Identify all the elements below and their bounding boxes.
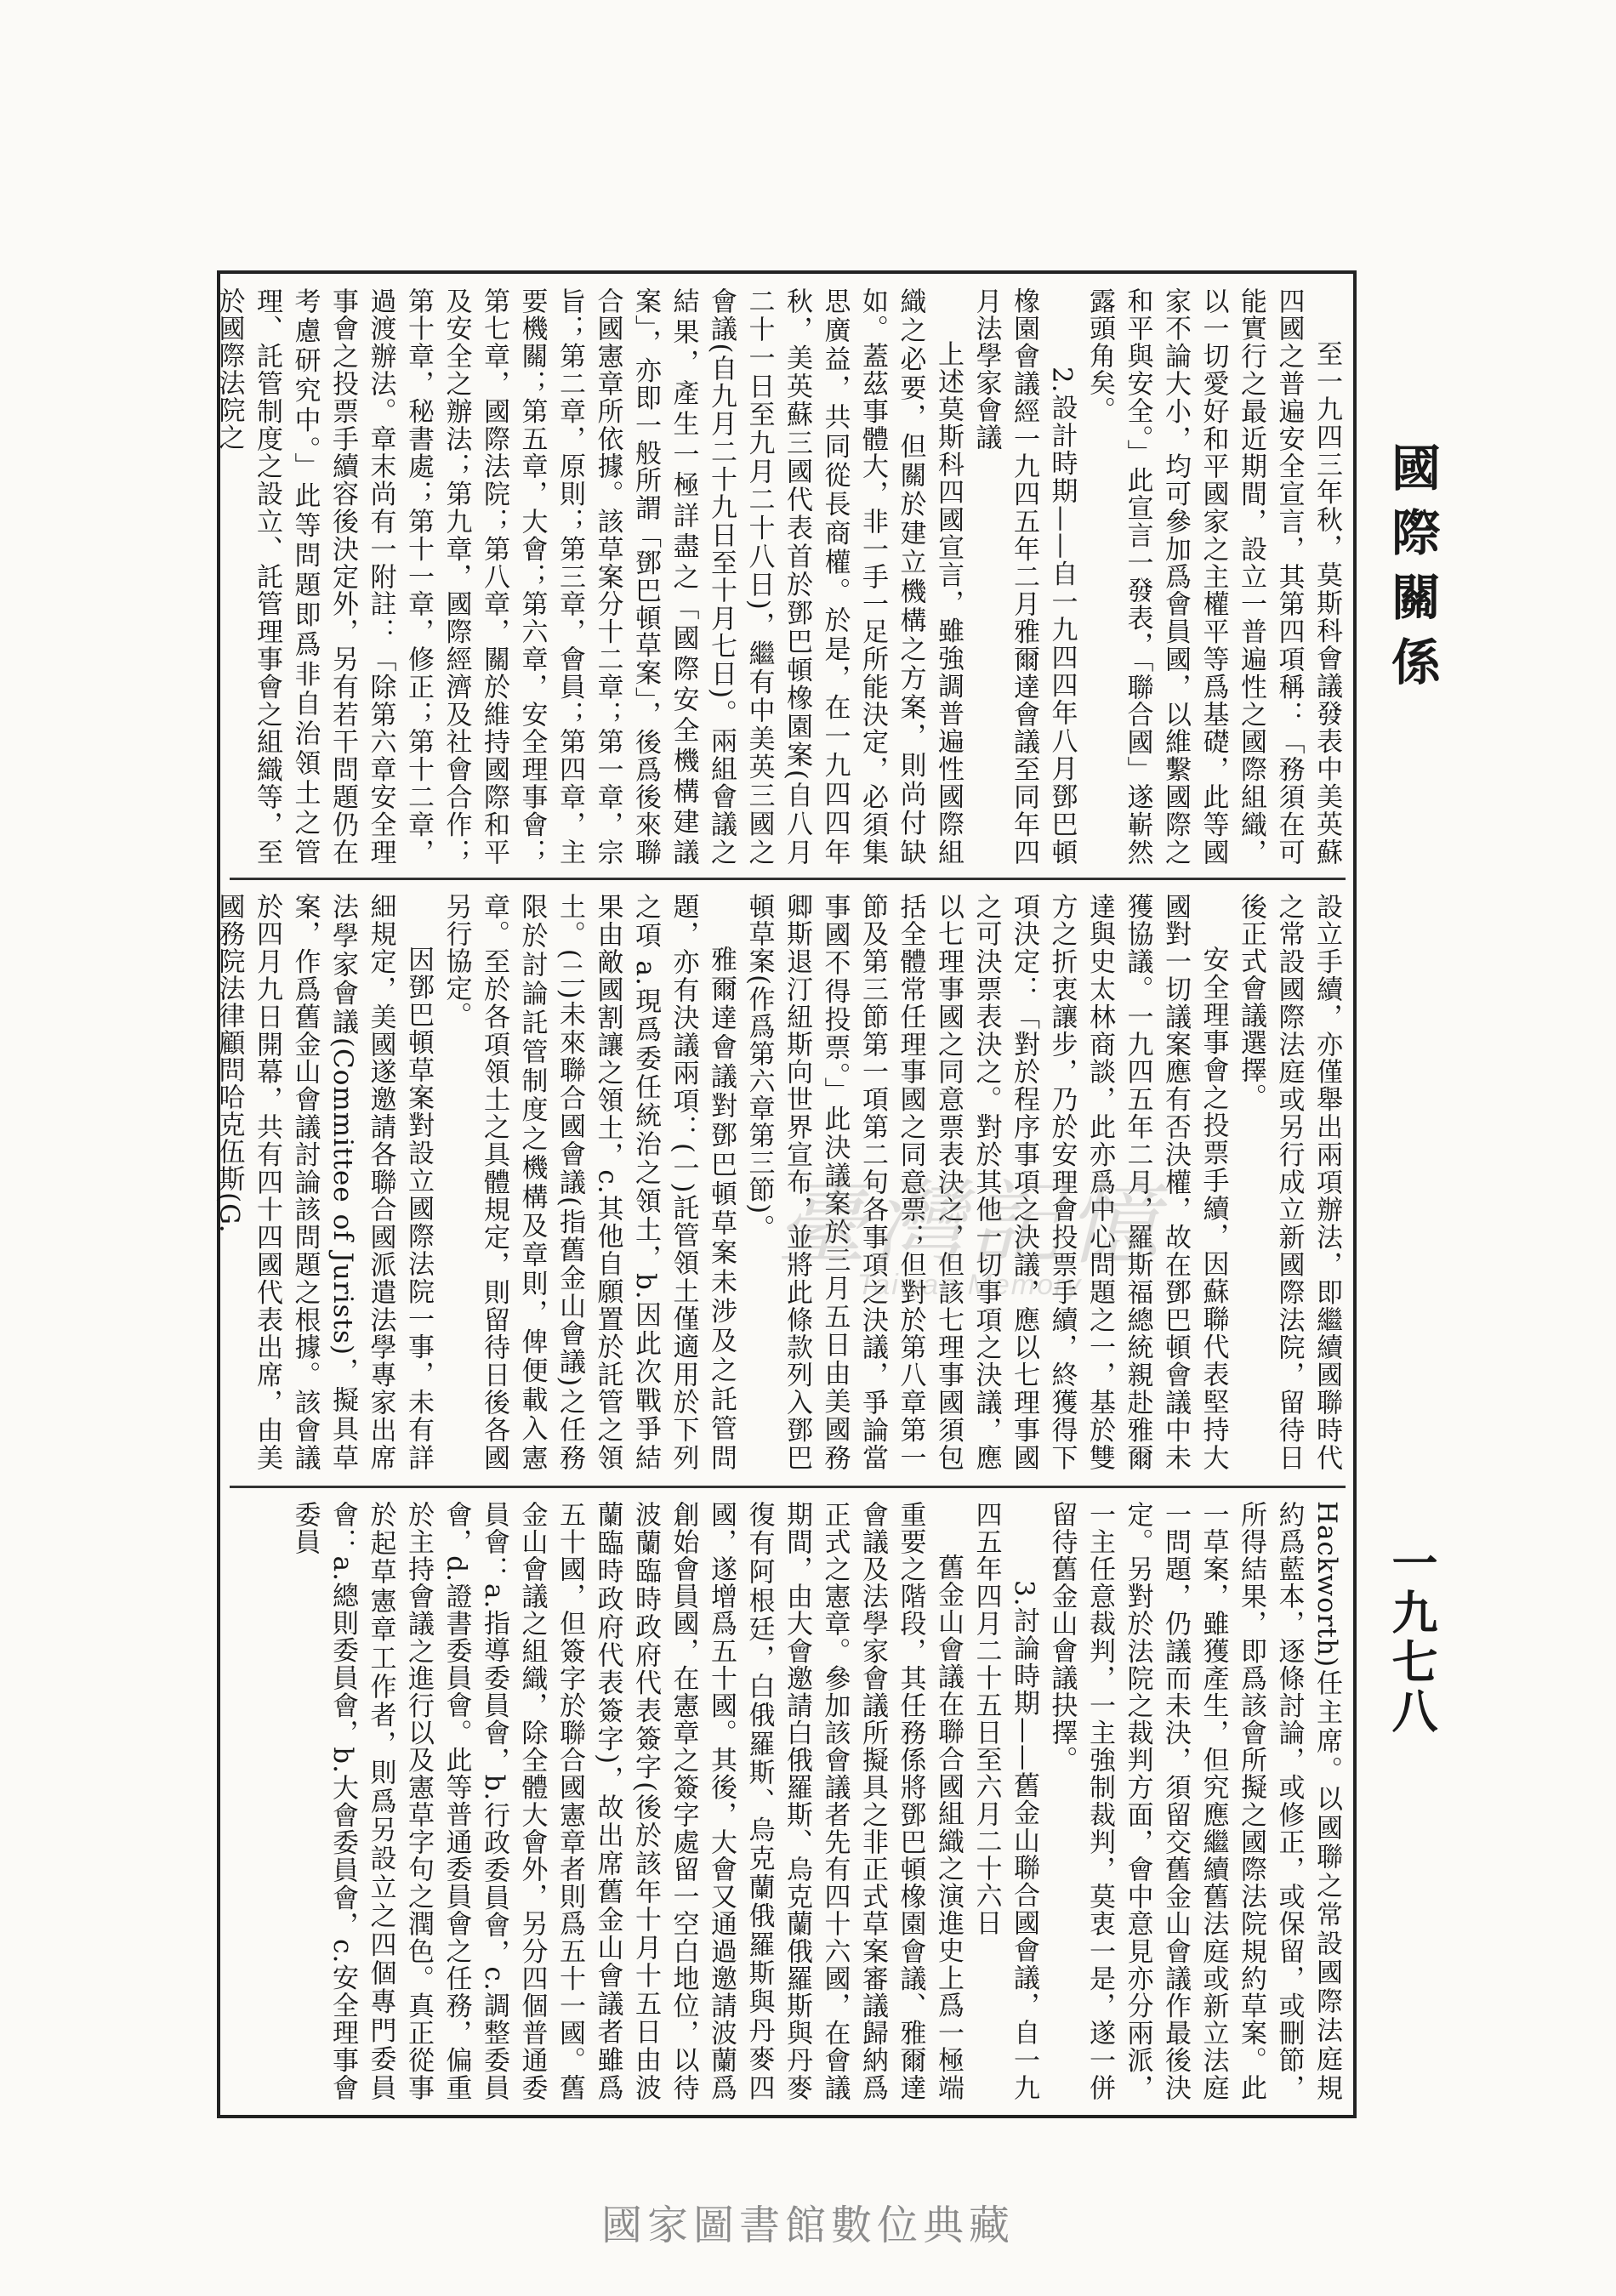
text-band-top [213, 287, 1346, 866]
paragraph-yalta-voting: 安全理事會之投票手續，因蘇聯代表堅持大國對一切議案應有否決權，故在鄧巴頓會議中未獲協議。一九四五年二月，羅斯福總統親赴雅爾達與史太林商談，此亦爲中心問題之一，基於雙方之折衷讓步，乃於安理會投票手續，終獲得下項決定：「對於程序事項之決議，應以七理事國之可決票表決之。對於其他一切事項之決議，應以七理事國之同意票表決之，但該七理事國須包括全體常任理事國之同意票；但對於第八章第一節及第三節第一項第二句各事項之決議，爭論當事國不得投票。」此決議案於三月五日由美國務卿斯退汀紐斯向世界宣布，並將此條款列入鄧巴頓草案(作爲第六章第三節)。 [743, 893, 1229, 1471]
watermark-title: 臺灣記憶 [775, 1171, 1164, 1277]
text-band-bottom [240, 1501, 1346, 2101]
section-heading-design-period: 2.設計時期——自一九四四年八月鄧巴頓橡園會議經一九四五年二月雅爾達會議至同年四月法學家會議 [970, 287, 1078, 866]
running-title: 國際關係 [1383, 442, 1441, 701]
band-divider-bottom [230, 1486, 1346, 1488]
paragraph-trusteeship: 雅爾達會議對鄧巴頓草案未涉及之託管問題，亦有決議兩項：(一)託管領土僅適用於下列之項 a.現爲委任統治之領土，b.因此次戰爭結果由敵國割讓之領土，c.其他自願置於託管之領土。(二)未來聯合國會議(指舊金山會議)之任務限於討論託管制度之機構及章則，俾便載入憲章。至於各項領土之具體規定，則留待日後各國另行協定。 [441, 893, 737, 1471]
paragraph-jurists-committee: 因鄧巴頓草案對設立國際法院一事，未有詳細規定，美國遂邀請各聯合國派遣法學專家出席法學家會議(Committee of Jurists)，擬具草案，作爲舊金山會議討論該問題之根據。該會議於四月九日開幕，共有四十四國代表出席，由美國務院法律顧問哈克伍斯(G. [213, 893, 434, 1471]
section-heading-discussion-period: 3.討論時期——舊金山聯合國會議，自一九四五年四月二十五日至六月二十六日 [970, 1501, 1039, 2101]
paragraph-san-francisco: 舊金山會議在聯合國組織之演進史上爲一極端重要之階段，其任務係將鄧巴頓橡園會議、雅爾達會議及法學家會議所擬具之非正式草案審議歸納爲正式之憲章。參加該會議者先有四十六國，在會議期間，由大會邀請白俄羅斯、烏克蘭俄羅斯與丹麥復有阿根廷，白俄羅斯、烏克蘭俄羅斯與丹麥四國，遂增爲五十國。其後，大會又通過邀請波蘭爲創始會員國，在憲章之簽字處留一空白地位，以待波蘭臨時政府代表簽字(後於該年十月十五日由波蘭臨時政府代表簽字)，故出席舊金山會議者雖爲五十國，但簽字於聯合國憲章者則爲五十一國。舊金山會議之組織，除全體大會外，另分四個普通委員會：a.指導委員會，b.行政委員會，c.調整委員會，d.證書委員會。此等普通委員會之任務，偏重於主持會議之進行以及憲草字句之潤色。真正從事於起草憲章工作者，則爲另設立之四個專門委員會：a.總則委員會，b.大會委員會，c.安全理事會委員 [289, 1501, 964, 2101]
footer-credit: 國家圖書館數位典藏 [600, 2202, 1015, 2249]
paragraph-court-establishment: 設立手續，亦僅舉出兩項辦法，即繼續國聯時代之常設國際法庭或另行成立新國際法院，留待日後正式會議選擇。 [1236, 893, 1342, 1471]
watermark-logo [731, 1171, 1208, 1301]
paragraph-dumbarton-oaks: 上述莫斯科四國宣言，雖強調普遍性國際組織之必要，但關於建立機構之方案，則尚付缺如。蓋茲事體大，非一手一足所能決定，必須集思廣益，共同從長商權。於是，在一九四四年秋，美英蘇三國代表首於鄧巴頓橡園案(自八月二十一日至九月二十八日)，繼有中美英三國之會議(自九月二十九日至十月七日)。兩組會議之結果，產生一極詳盡之「國際安全機構建議案」，亦即一般所謂「鄧巴頓草案」，後爲後來聯合國憲章所依據。該草案分十二章；第一章，宗旨；第二章，原則；第三章，會員；第四章，主要機關；第五章，大會；第六章，安全理事會；第七章，國際法院；第八章，關於維持國際和平及安全之辦法；第九章，國際經濟及社會合作；第十章，秘書處；第十一章，修正；第十二章，過渡辦法。章末尚有一附註：「除第六章安全理事會之投票手續容後決定外，另有若干問題仍在考慮研究中。」此等問題即爲非自治領土之管理、託管制度之設立、託管理事會之組織等，至於國際法院之 [213, 287, 964, 866]
page-number: 一九七八 [1385, 1539, 1439, 1736]
band-divider-top [230, 878, 1346, 880]
paragraph-court-statute: Hackworth)任主席。以國聯之常設國際法庭規約爲藍本，逐條討論，或修正，或保留，或刪節，所得結果，即爲該會所擬之國際法院規約草案。此一草案，雖獲產生，但究應繼續舊法庭或新立法庭一問題，仍議而未決，須留交舊金山會議作最後決定。另對於法院之裁判方面，會中意見亦分兩派，一主任意裁判，一主強制裁判，莫衷一是，遂一併留待舊金山會議抉擇。 [1046, 1501, 1342, 2101]
paragraph-moscow-declaration: 至一九四三年秋，莫斯科會議發表中美英蘇四國之普遍安全宣言，其第四項稱：「務須在可能實行之最近期間，設立一普遍性之國際組織，以一切愛好和平國家之主權平等爲基礎，此等國家不論大小，均可參加爲會員國，以維繫國際之和平與安全。」此宣言一發表，「聯合國」遂嶄然露頭角矣。 [1084, 287, 1342, 866]
watermark-subtitle: Taiwan Memory [856, 1269, 1083, 1301]
